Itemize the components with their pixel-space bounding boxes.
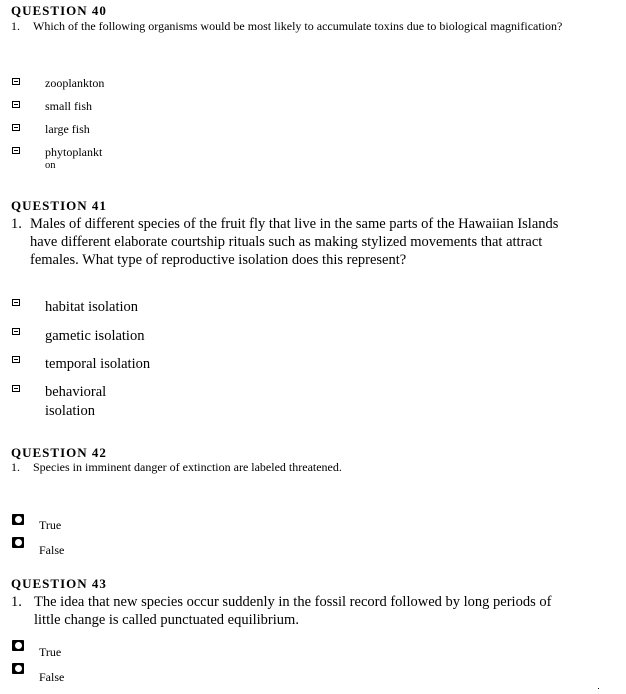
option-marker-icon[interactable]	[12, 385, 20, 392]
false-radio-icon[interactable]	[12, 663, 24, 674]
true-radio-icon[interactable]	[12, 640, 24, 651]
option-false[interactable]: False	[39, 543, 65, 557]
question-body: Which of the following organisms would be most likely to accumulate toxins due to biological magnification?	[33, 19, 563, 33]
option-temporal-isolation[interactable]: temporal isolation	[45, 356, 151, 372]
option-true[interactable]: True	[39, 518, 62, 532]
question-body	[34, 593, 551, 629]
option-marker-icon[interactable]	[12, 101, 20, 108]
false-radio-icon[interactable]	[12, 537, 24, 548]
option-behavioral-isolation-wrap[interactable]: isolation	[45, 403, 95, 419]
question-number: 1.	[11, 460, 20, 474]
true-radio-icon[interactable]	[12, 514, 24, 525]
question-42-heading: QUESTION 42	[11, 445, 107, 460]
question-body: Species in imminent danger of extinction are labeled threatened.	[33, 460, 342, 474]
question-line: have different elaborate courtship rituals such as making stylized movements that attract	[30, 234, 543, 250]
option-marker-icon[interactable]	[12, 124, 20, 131]
option-marker-icon[interactable]	[12, 328, 20, 335]
question-43-heading: QUESTION 43	[11, 576, 107, 591]
question-line: Males of different species of the fruit fly that live in the same parts of the Hawaiian Islands	[30, 216, 559, 232]
question-line: The idea that new species occur suddenly in the fossil record followed by long periods of	[34, 594, 552, 610]
question-number: 1.	[11, 19, 20, 33]
page-mark	[598, 688, 599, 689]
question-number: 1.	[11, 594, 22, 610]
option-false[interactable]: False	[39, 670, 65, 684]
question-40-heading: QUESTION 40	[11, 3, 107, 18]
option-behavioral-isolation[interactable]: behavioral	[45, 384, 107, 400]
question-body	[30, 215, 558, 269]
option-marker-icon[interactable]	[12, 78, 20, 85]
question-number: 1.	[11, 216, 22, 232]
option-habitat-isolation[interactable]: habitat isolation	[45, 299, 139, 315]
question-line: little change is called punctuated equilibrium.	[34, 612, 299, 628]
option-phytoplankton[interactable]: phytoplankt	[45, 145, 103, 159]
option-small-fish[interactable]: small fish	[45, 99, 92, 113]
option-marker-icon[interactable]	[12, 147, 20, 154]
option-true[interactable]: True	[39, 645, 62, 659]
question-line: females. What type of reproductive isolation does this represent?	[30, 252, 407, 268]
option-phytoplankton-wrap[interactable]: on	[45, 160, 56, 171]
question-41-heading: QUESTION 41	[11, 198, 107, 213]
option-gametic-isolation[interactable]: gametic isolation	[45, 328, 145, 344]
option-marker-icon[interactable]	[12, 299, 20, 306]
option-zooplankton[interactable]: zooplankton	[45, 76, 105, 90]
option-large-fish[interactable]: large fish	[45, 122, 90, 136]
option-marker-icon[interactable]	[12, 356, 20, 363]
